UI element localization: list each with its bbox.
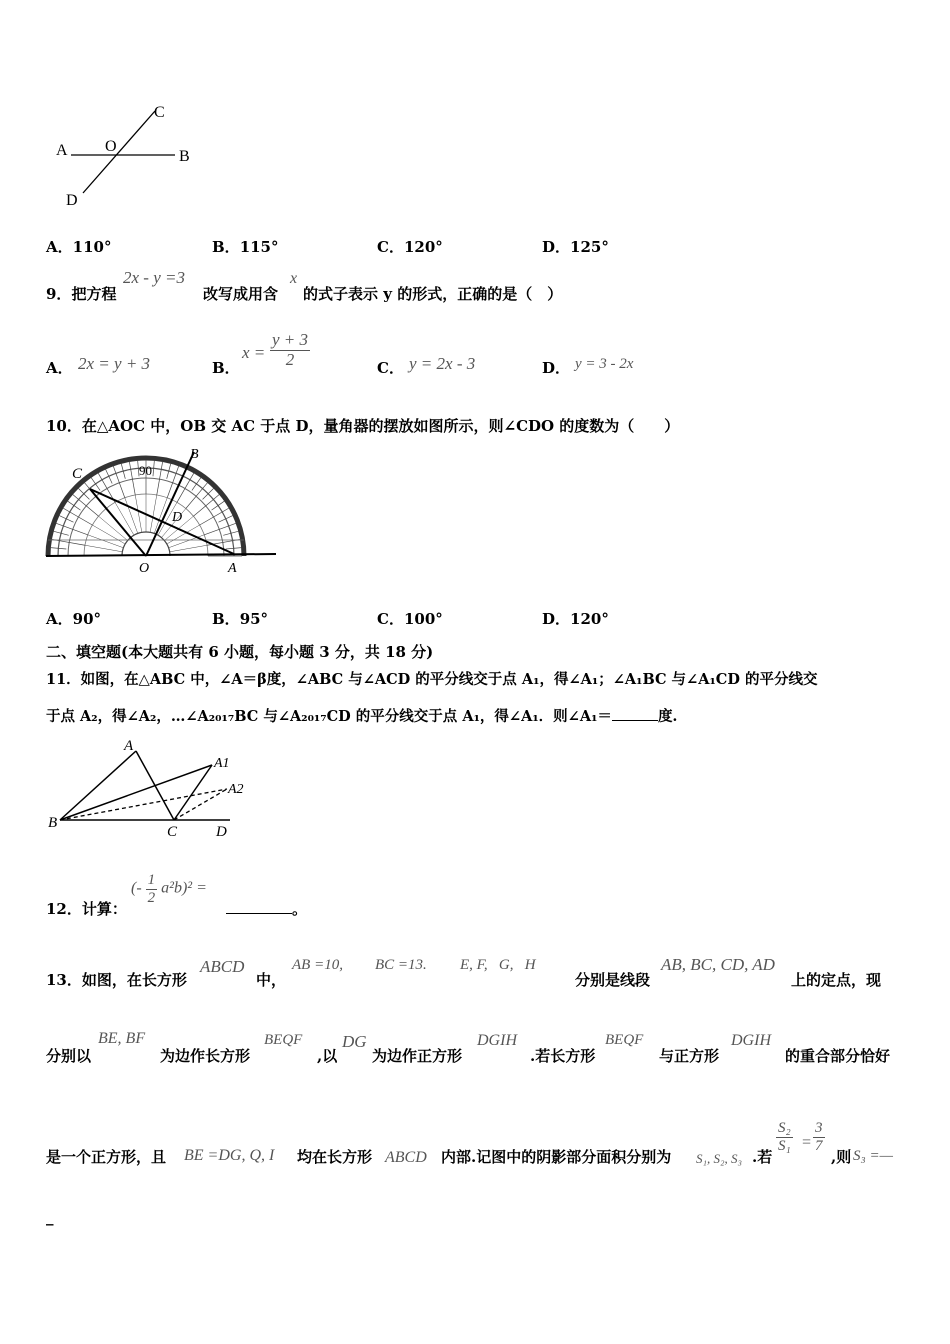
q8-option-c: C．120°	[377, 238, 443, 256]
q11-line-2: 于点 A₂，得∠A₂，…∠A₂₀₁₇BC 与∠A₂₀₁₇CD 的平分线交于点 A₁，得∠A₁．则∠A₁＝ 度.	[46, 708, 678, 725]
q13-ratio-right: $\frac{3}{7}$	[815, 1120, 823, 1154]
q11-label-c: C	[167, 824, 178, 840]
q13-abcd-2: ABCD	[385, 1149, 427, 1166]
q8-label-c: C	[154, 104, 165, 121]
q9-option-b-letter: B．	[212, 359, 240, 377]
q10-label-c: C	[72, 466, 83, 482]
protractor-tick	[129, 461, 135, 494]
q13-l3-pre: 是一个正方形，且	[46, 1148, 167, 1166]
q8-label-o: O	[105, 138, 117, 155]
protractor-ray	[85, 545, 122, 552]
q13-l2-e: 与正方形	[659, 1047, 720, 1065]
q8-option-d: D．125°	[542, 238, 609, 256]
q11-label-a: A	[124, 738, 134, 754]
protractor-ray	[169, 535, 205, 548]
q10-option-c: C．100°	[377, 610, 443, 628]
q10-label-90: 90	[139, 463, 152, 478]
q10-label-b: B	[190, 447, 199, 462]
q13-l2-f: 的重合部分恰好	[785, 1047, 891, 1065]
q10-protractor-figure	[44, 444, 280, 578]
q9-option-a: 2x = y + 3	[78, 354, 151, 373]
q12-answer-blank	[226, 913, 292, 914]
q12-expression: (- $\frac{1}{2}$ a²b)² =	[131, 872, 207, 906]
q8-figure	[48, 95, 208, 215]
q9-option-c: y = 2x - 3	[409, 354, 476, 373]
section-2-heading: 二、填空题(本大题共有 6 小题，每小题 3 分，共 18 分)	[46, 643, 434, 661]
protractor-tick	[67, 501, 80, 510]
q9-option-c-letter: C．	[377, 359, 404, 377]
q9-var: x	[290, 270, 298, 287]
q10-option-d: D．120°	[542, 610, 609, 628]
q13-l3-a: 均在长方形	[297, 1148, 373, 1166]
q9-option-b-lhs: x =	[242, 343, 266, 362]
q9-stem-mid: 改写成用含	[203, 285, 279, 303]
q11-line-1: 11．如图，在△ABC 中，∠A＝β度，∠ABC 与∠ACD 的平分线交于点 A₁，得∠A₁；∠A₁BC 与∠A₁CD 的平分线交	[46, 671, 818, 688]
q13-dgih: DGIH	[477, 1032, 517, 1049]
q10-stem: 10．在△AOC 中，OB 交 AC 于点 D，量角器的摆放如图所示，则∠CDO 的度数为（ ）	[46, 417, 680, 435]
q13-segments: AB, BC, CD, AD	[661, 955, 775, 974]
q9-stem: 9．把方程	[46, 285, 117, 303]
q13-l3-c: .若	[752, 1148, 773, 1166]
q12-answer: 。	[226, 898, 307, 919]
q13-cond: BE =DG, Q, I	[184, 1147, 275, 1164]
q9-option-d-letter: D．	[542, 359, 571, 377]
q13-l1-post: 上的定点，现	[791, 971, 882, 989]
q11-label-a2: A2	[228, 782, 244, 797]
q12-label: 12．计算：	[46, 900, 127, 918]
q13-l2-b: ,以	[317, 1047, 338, 1065]
q11-figure	[44, 737, 244, 841]
protractor-ray	[88, 535, 124, 548]
protractor-tick	[105, 469, 112, 484]
q11-answer-blank	[612, 720, 658, 721]
q13-l3-b: 内部.记图中的阴影部分面积分别为	[441, 1148, 672, 1166]
protractor-tick	[59, 515, 74, 522]
q13-bc: BC =13.	[375, 957, 427, 973]
protractor-ray	[125, 498, 138, 534]
protractor-tick	[157, 461, 163, 494]
protractor-ray	[135, 495, 142, 532]
q13-fenbie: 分别是线段	[575, 971, 651, 989]
protractor-ray	[170, 545, 207, 552]
q9-option-d: y = 3 - 2x	[575, 356, 634, 372]
q13-l2-pre: 分别以	[46, 1047, 92, 1065]
q13-s3-answer: S₃ =—	[853, 1148, 893, 1164]
q9-stem-post: 的式子表示 y 的形式，正确的是（ ）	[303, 285, 563, 303]
q13-l1-pre: 13．如图，在长方形	[46, 971, 187, 989]
q13-abcd: ABCD	[200, 957, 245, 976]
q13-l2-c: 为边作正方形	[372, 1047, 463, 1065]
q13-l3-d: ,则	[831, 1148, 852, 1166]
protractor-tick	[212, 501, 225, 510]
q9-option-a-letter: A．	[46, 359, 73, 377]
q13-l2-a: 为边作长方形	[160, 1047, 251, 1065]
q11-label-a1: A1	[214, 756, 230, 771]
q8-label-a: A	[56, 142, 68, 159]
q8-label-b: B	[179, 148, 190, 165]
protractor-ray	[150, 495, 157, 532]
q11-label-d: D	[216, 824, 227, 840]
q13-ratio-left: $\frac{\text{S₂}}{\text{S₁}}$	[778, 1120, 791, 1154]
q13-dg: DG	[342, 1032, 367, 1051]
q13-be-bf: BE, BF	[98, 1030, 146, 1047]
q13-beqf-2: BEQF	[605, 1032, 644, 1048]
q10-label-o: O	[139, 561, 150, 576]
q13-zhong: 中，	[256, 971, 287, 989]
protractor-tick	[192, 477, 201, 490]
q10-label-a: A	[228, 561, 237, 576]
q8-label-d: D	[66, 192, 78, 209]
q13-dgih-2: DGIH	[731, 1032, 771, 1049]
q13-s123: S₁, S₂, S₃	[696, 1151, 743, 1166]
protractor-tick	[219, 515, 234, 522]
q8-option-b: B．115°	[212, 238, 279, 256]
q10-option-b: B．95°	[212, 610, 269, 628]
q13-l2-d: .若长方形	[530, 1047, 596, 1065]
q9-option-b-frac: $\frac{y + 3}{2}$	[272, 330, 309, 369]
q8-option-a: A．110°	[46, 238, 112, 256]
q13-l4: _	[46, 1208, 54, 1226]
q13-beqf: BEQF	[264, 1032, 303, 1048]
q10-option-a: A．90°	[46, 610, 102, 628]
q13-ratio-eq: =	[801, 1134, 812, 1151]
protractor-tick	[91, 477, 100, 490]
q11-label-b: B	[48, 815, 58, 831]
q10-label-d: D	[172, 510, 183, 525]
q13-ab: AB =10,	[292, 957, 343, 973]
q9-equation: 2x - y =3	[123, 268, 185, 287]
q13-efgh: E, F, G, H	[460, 957, 536, 973]
